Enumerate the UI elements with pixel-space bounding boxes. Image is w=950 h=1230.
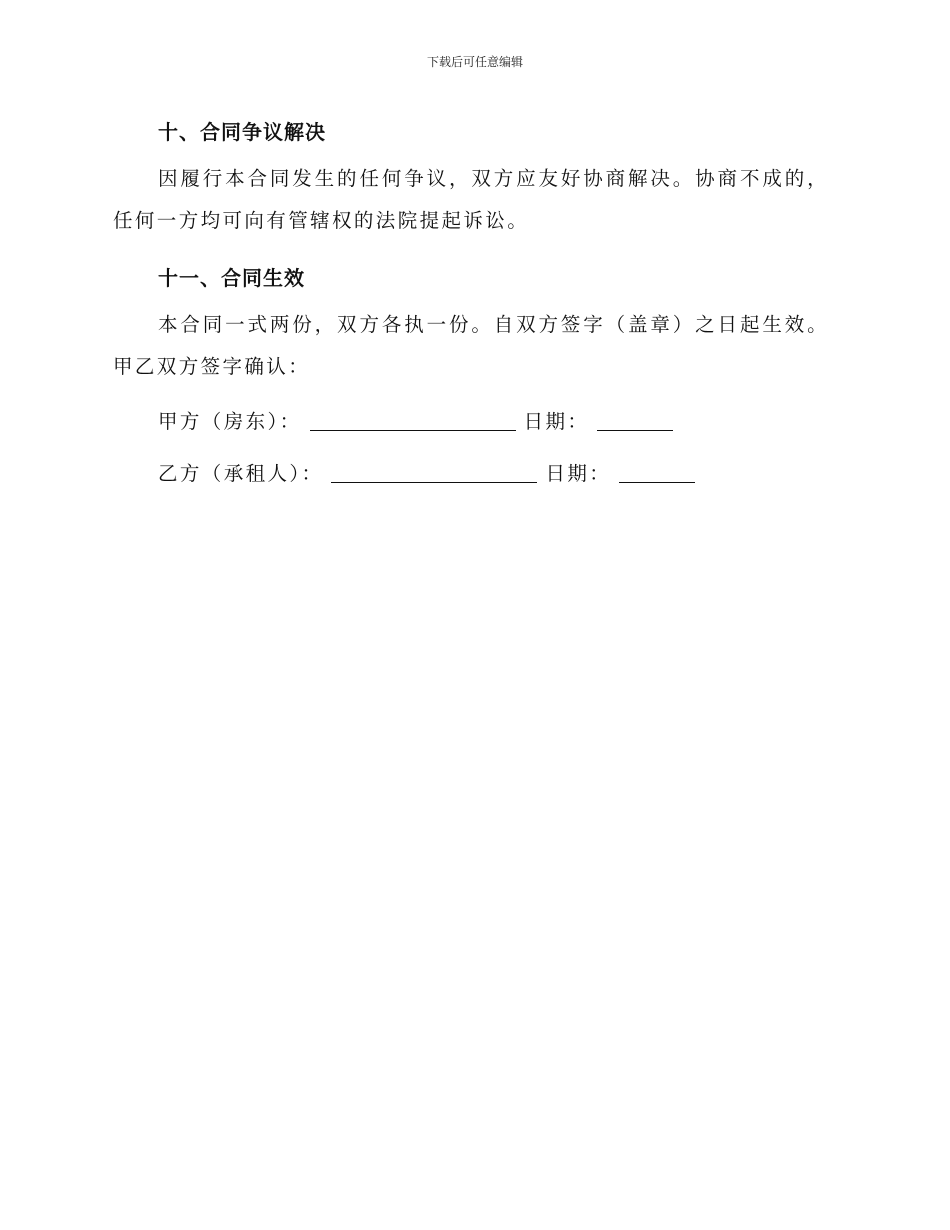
tenant-signature-blank[interactable] — [331, 462, 537, 483]
landlord-date-blank[interactable] — [597, 410, 673, 431]
paragraph-dispute: 因履行本合同发生的任何争议，双方应友好协商解决。协商不成的，任何一方均可向有管辖权的法院提起诉讼。 — [113, 167, 829, 232]
landlord-date-label: 日期： — [523, 410, 590, 433]
tenant-date-blank[interactable] — [619, 462, 695, 483]
landlord-signature-blank[interactable] — [310, 410, 516, 431]
tenant-date-label: 日期： — [545, 462, 612, 485]
tenant-label: 乙方（承租人）： — [158, 462, 324, 485]
page-header: 下载后可任意编辑 — [426, 55, 523, 69]
signature-line-tenant — [158, 458, 703, 486]
section-heading-effective: 十一、合同生效 — [158, 266, 305, 290]
section-heading-dispute: 十、合同争议解决 — [158, 120, 326, 144]
signature-line-landlord — [158, 406, 681, 434]
paragraph-effective: 本合同一式两份，双方各执一份。自双方签字（盖章）之日起生效。甲乙双方签字确认： — [113, 313, 829, 378]
landlord-label: 甲方（房东）： — [158, 410, 302, 433]
